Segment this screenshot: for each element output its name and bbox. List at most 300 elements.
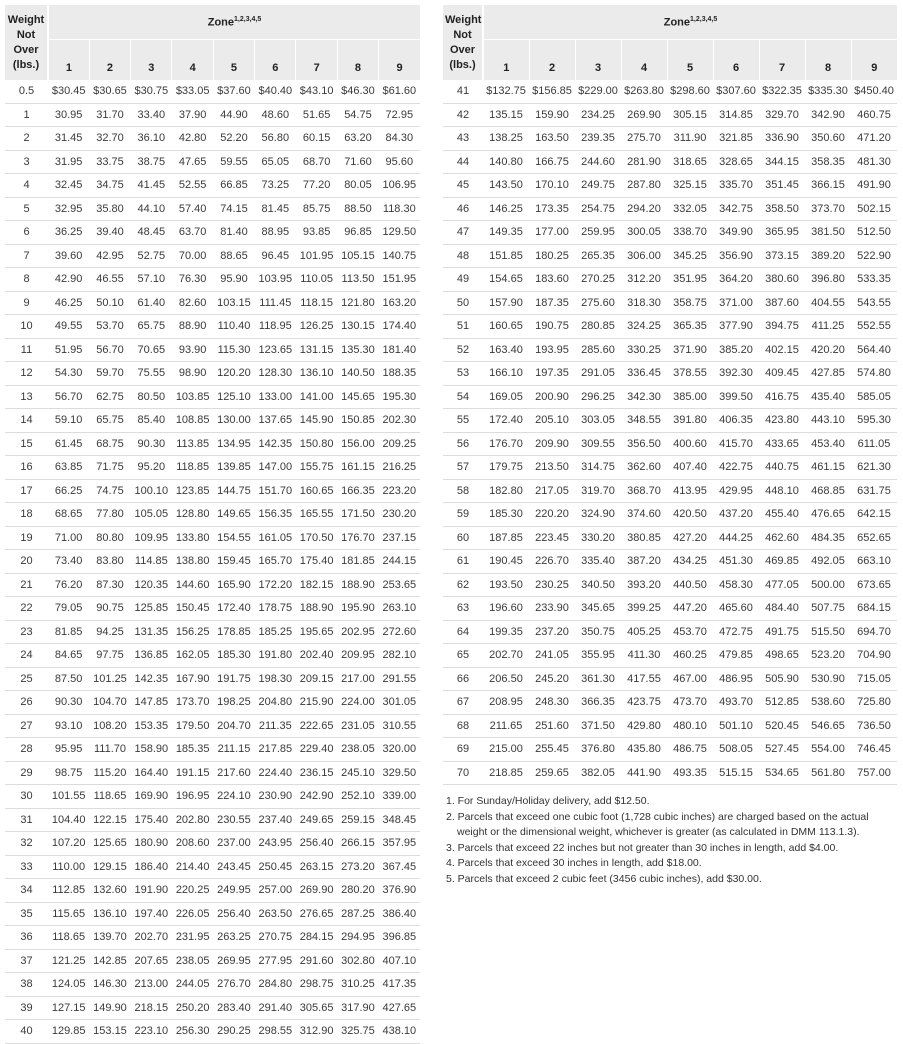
- price-cell: 237.40: [255, 808, 296, 832]
- weight-cell: 46: [443, 197, 483, 221]
- price-cell: 133.80: [172, 526, 213, 550]
- price-cell: 364.20: [713, 268, 759, 292]
- price-cell: 142.35: [255, 432, 296, 456]
- price-cell: 101.25: [89, 667, 130, 691]
- price-cell: 83.80: [89, 550, 130, 574]
- table-row: [5, 1020, 420, 1044]
- price-cell: 151.70: [255, 479, 296, 503]
- price-cell: 176.70: [337, 526, 378, 550]
- price-cell: 216.25: [379, 456, 420, 480]
- price-cell: 156.25: [172, 620, 213, 644]
- price-cell: 185.35: [172, 738, 213, 762]
- price-cell: 236.15: [296, 761, 337, 785]
- price-cell: 172.20: [255, 573, 296, 597]
- price-cell: 87.50: [48, 667, 89, 691]
- price-cell: 324.90: [575, 503, 621, 527]
- price-cell: 74.75: [89, 479, 130, 503]
- weight-cell: 53: [443, 362, 483, 386]
- price-cell: 88.90: [172, 315, 213, 339]
- price-cell: 217.60: [213, 761, 254, 785]
- price-cell: 193.50: [483, 573, 529, 597]
- price-cell: 270.25: [575, 268, 621, 292]
- price-cell: 319.70: [575, 479, 621, 503]
- price-cell: 527.45: [759, 738, 805, 762]
- price-cell: 118.95: [255, 315, 296, 339]
- price-cell: 125.85: [131, 597, 172, 621]
- table-row: [443, 526, 897, 550]
- price-cell: 156.00: [337, 432, 378, 456]
- price-cell: 248.30: [529, 691, 575, 715]
- price-cell: 249.65: [296, 808, 337, 832]
- price-cell: 56.70: [48, 385, 89, 409]
- price-cell: 276.70: [213, 973, 254, 997]
- price-cell: 394.75: [759, 315, 805, 339]
- price-cell: 358.35: [805, 150, 851, 174]
- price-cell: 200.90: [529, 385, 575, 409]
- price-cell: 492.05: [805, 550, 851, 574]
- price-cell: 284.15: [296, 926, 337, 950]
- price-cell: 317.90: [337, 996, 378, 1020]
- table-row: [443, 221, 897, 245]
- price-cell: 90.75: [89, 597, 130, 621]
- price-cell: 140.80: [483, 150, 529, 174]
- price-cell: 374.60: [621, 503, 667, 527]
- price-cell: 63.70: [172, 221, 213, 245]
- price-cell: 231.05: [337, 714, 378, 738]
- price-cell: 166.10: [483, 362, 529, 386]
- price-cell: 135.15: [483, 103, 529, 127]
- table-row: [443, 103, 897, 127]
- price-cell: 180.25: [529, 244, 575, 268]
- price-cell: 211.15: [213, 738, 254, 762]
- price-cell: 88.65: [213, 244, 254, 268]
- price-cell: 377.90: [713, 315, 759, 339]
- weight-cell: 63: [443, 597, 483, 621]
- price-cell: 195.90: [337, 597, 378, 621]
- weight-cell: 3: [5, 150, 48, 174]
- price-cell: 172.40: [213, 597, 254, 621]
- price-cell: 366.15: [805, 174, 851, 198]
- price-cell: 109.95: [131, 526, 172, 550]
- price-cell: 222.65: [296, 714, 337, 738]
- weight-cell: 55: [443, 409, 483, 433]
- table-row: [5, 456, 420, 480]
- price-cell: 32.70: [89, 127, 130, 151]
- price-cell: 170.10: [529, 174, 575, 198]
- table-row: [5, 315, 420, 339]
- table-row: [5, 150, 420, 174]
- price-cell: 42.90: [48, 268, 89, 292]
- price-cell: 595.30: [851, 409, 897, 433]
- price-cell: 50.10: [89, 291, 130, 315]
- price-cell: 574.80: [851, 362, 897, 386]
- price-cell: 213.00: [131, 973, 172, 997]
- price-cell: 409.45: [759, 362, 805, 386]
- price-cell: 30.95: [48, 103, 89, 127]
- zone-column-header: 6: [713, 40, 759, 81]
- price-cell: 151.85: [483, 244, 529, 268]
- price-cell: 202.30: [379, 409, 420, 433]
- price-cell: 71.60: [337, 150, 378, 174]
- price-cell: 725.80: [851, 691, 897, 715]
- table-row: [443, 338, 897, 362]
- price-cell: 57.40: [172, 197, 213, 221]
- price-cell: 31.95: [48, 150, 89, 174]
- price-cell: 217.05: [529, 479, 575, 503]
- weight-cell: 13: [5, 385, 48, 409]
- weight-cell: 35: [5, 902, 48, 926]
- weight-cell: 24: [5, 644, 48, 668]
- price-cell: 407.10: [379, 949, 420, 973]
- price-cell: 177.00: [529, 221, 575, 245]
- price-cell: $156.85: [529, 80, 575, 103]
- table-row: [5, 573, 420, 597]
- table-row: [443, 362, 897, 386]
- price-cell: 468.85: [805, 479, 851, 503]
- price-cell: 371.00: [713, 291, 759, 315]
- price-cell: 153.15: [89, 1020, 130, 1044]
- price-cell: 76.20: [48, 573, 89, 597]
- price-cell: 280.85: [575, 315, 621, 339]
- price-cell: 291.55: [379, 667, 420, 691]
- price-cell: 209.90: [529, 432, 575, 456]
- weight-cell: 31: [5, 808, 48, 832]
- table-row: [5, 526, 420, 550]
- price-cell: 259.95: [575, 221, 621, 245]
- price-cell: 191.75: [213, 667, 254, 691]
- price-cell: 298.75: [296, 973, 337, 997]
- weight-cell: 32: [5, 832, 48, 856]
- price-cell: 46.25: [48, 291, 89, 315]
- price-cell: 324.25: [621, 315, 667, 339]
- price-cell: 453.40: [805, 432, 851, 456]
- price-cell: 387.60: [759, 291, 805, 315]
- zone-column-header: 9: [379, 40, 420, 81]
- table-row: [5, 409, 420, 433]
- price-cell: 237.00: [213, 832, 254, 856]
- price-cell: 396.85: [379, 926, 420, 950]
- weight-cell: 0.5: [5, 80, 48, 103]
- price-cell: 443.10: [805, 409, 851, 433]
- price-cell: 151.95: [379, 268, 420, 292]
- table-row: [443, 550, 897, 574]
- price-cell: 48.60: [255, 103, 296, 127]
- price-cell: 209.95: [337, 644, 378, 668]
- price-cell: 121.25: [48, 949, 89, 973]
- price-cell: 684.15: [851, 597, 897, 621]
- price-cell: 188.35: [379, 362, 420, 386]
- price-cell: 186.40: [131, 855, 172, 879]
- weight-cell: 18: [5, 503, 48, 527]
- price-cell: 66.25: [48, 479, 89, 503]
- price-cell: 501.10: [713, 714, 759, 738]
- price-cell: 438.10: [379, 1020, 420, 1044]
- price-cell: 36.25: [48, 221, 89, 245]
- price-cell: 294.95: [337, 926, 378, 950]
- price-cell: 114.85: [131, 550, 172, 574]
- weight-cell: 1: [5, 103, 48, 127]
- table-row: [443, 268, 897, 292]
- price-cell: 746.45: [851, 738, 897, 762]
- price-cell: 715.05: [851, 667, 897, 691]
- price-cell: 155.75: [296, 456, 337, 480]
- weight-header-line: Not: [453, 28, 472, 41]
- price-cell: 115.30: [213, 338, 254, 362]
- price-cell: 129.50: [379, 221, 420, 245]
- price-cell: 500.00: [805, 573, 851, 597]
- table-row: [5, 80, 420, 103]
- price-cell: 298.55: [255, 1020, 296, 1044]
- price-cell: 115.65: [48, 902, 89, 926]
- weight-cell: 39: [5, 996, 48, 1020]
- price-cell: 65.75: [131, 315, 172, 339]
- price-cell: 113.85: [172, 432, 213, 456]
- table-row: [5, 291, 420, 315]
- table-row: [5, 691, 420, 715]
- price-cell: 125.10: [213, 385, 254, 409]
- price-cell: 110.05: [296, 268, 337, 292]
- price-cell: 85.75: [296, 197, 337, 221]
- price-cell: 66.85: [213, 174, 254, 198]
- price-cell: 405.25: [621, 620, 667, 644]
- price-cell: 139.85: [213, 456, 254, 480]
- price-cell: 130.00: [213, 409, 254, 433]
- table-row: [5, 432, 420, 456]
- weight-cell: 43: [443, 127, 483, 151]
- price-cell: 146.30: [89, 973, 130, 997]
- price-cell: 144.60: [172, 573, 213, 597]
- price-cell: 407.40: [667, 456, 713, 480]
- table-row: [443, 150, 897, 174]
- price-cell: 220.25: [172, 879, 213, 903]
- price-cell: 242.90: [296, 785, 337, 809]
- price-cell: 80.05: [337, 174, 378, 198]
- price-cell: 165.90: [213, 573, 254, 597]
- price-cell: 522.90: [851, 244, 897, 268]
- price-cell: 202.95: [337, 620, 378, 644]
- price-cell: 417.55: [621, 667, 667, 691]
- price-cell: 127.15: [48, 996, 89, 1020]
- price-cell: 420.20: [805, 338, 851, 362]
- weight-cell: 37: [5, 949, 48, 973]
- weight-cell: 40: [5, 1020, 48, 1044]
- price-cell: 52.20: [213, 127, 254, 151]
- price-cell: 123.85: [172, 479, 213, 503]
- price-cell: 72.95: [379, 103, 420, 127]
- footnote: 3. Parcels that exceed 22 inches but not greater than 30 inches in length, add $4.00.: [446, 841, 839, 854]
- price-cell: 473.70: [667, 691, 713, 715]
- table-row: [5, 597, 420, 621]
- zone-number-row: [443, 40, 897, 81]
- price-cell: 417.35: [379, 973, 420, 997]
- price-cell: 161.15: [337, 456, 378, 480]
- price-cell: 77.20: [296, 174, 337, 198]
- price-cell: 376.80: [575, 738, 621, 762]
- price-cell: 41.45: [131, 174, 172, 198]
- price-cell: 329.70: [759, 103, 805, 127]
- price-cell: 34.75: [89, 174, 130, 198]
- price-cell: 128.80: [172, 503, 213, 527]
- price-cell: 469.85: [759, 550, 805, 574]
- zone-column-header: 4: [621, 40, 667, 81]
- table-row: [443, 714, 897, 738]
- price-cell: 84.65: [48, 644, 89, 668]
- price-cell: 87.30: [89, 573, 130, 597]
- price-cell: 382.05: [575, 761, 621, 785]
- price-cell: 355.95: [575, 644, 621, 668]
- price-cell: 451.30: [713, 550, 759, 574]
- price-cell: 244.05: [172, 973, 213, 997]
- weight-cell: 29: [5, 761, 48, 785]
- price-cell: 310.55: [379, 714, 420, 738]
- price-cell: 181.85: [337, 550, 378, 574]
- price-cell: $307.60: [713, 80, 759, 103]
- price-cell: 31.45: [48, 127, 89, 151]
- price-cell: 303.05: [575, 409, 621, 433]
- price-cell: 269.90: [296, 879, 337, 903]
- price-cell: 736.50: [851, 714, 897, 738]
- price-cell: 179.50: [172, 714, 213, 738]
- price-cell: 188.90: [296, 597, 337, 621]
- price-cell: 135.30: [337, 338, 378, 362]
- table-row: [5, 667, 420, 691]
- price-cell: 358.75: [667, 291, 713, 315]
- price-cell: 124.05: [48, 973, 89, 997]
- price-cell: 179.75: [483, 456, 529, 480]
- price-cell: 105.15: [337, 244, 378, 268]
- price-cell: 224.00: [337, 691, 378, 715]
- price-cell: 239.35: [575, 127, 621, 151]
- price-cell: 202.70: [483, 644, 529, 668]
- price-cell: 318.30: [621, 291, 667, 315]
- price-cell: 191.80: [255, 644, 296, 668]
- table-row: [5, 879, 420, 903]
- price-cell: 103.95: [255, 268, 296, 292]
- price-cell: 197.35: [529, 362, 575, 386]
- price-cell: 226.05: [172, 902, 213, 926]
- price-cell: 147.85: [131, 691, 172, 715]
- price-cell: 142.85: [89, 949, 130, 973]
- price-cell: 376.90: [379, 879, 420, 903]
- price-cell: 183.60: [529, 268, 575, 292]
- price-cell: 223.10: [131, 1020, 172, 1044]
- weight-cell: 49: [443, 268, 483, 292]
- weight-header-line: Over: [13, 43, 39, 56]
- weight-column-header: [443, 5, 483, 80]
- price-cell: 356.50: [621, 432, 667, 456]
- footnote: 2. Parcels that exceed one cubic foot (1,728 cubic inches) are charged based on the actual weight or the dimensional weight, whichever is greater (as calculated in DMM 113.1.3).: [446, 810, 869, 838]
- price-cell: 138.25: [483, 127, 529, 151]
- price-cell: 230.90: [255, 785, 296, 809]
- price-cell: $46.30: [337, 80, 378, 103]
- price-cell: 484.40: [759, 597, 805, 621]
- price-cell: 118.85: [172, 456, 213, 480]
- price-cell: 249.75: [575, 174, 621, 198]
- weight-cell: 15: [5, 432, 48, 456]
- price-cell: 373.70: [805, 197, 851, 221]
- price-cell: $298.60: [667, 80, 713, 103]
- zone-column-header: 9: [851, 40, 897, 81]
- price-cell: 245.10: [337, 761, 378, 785]
- weight-cell: 7: [5, 244, 48, 268]
- table-row: [443, 315, 897, 339]
- table-row: [443, 644, 897, 668]
- price-cell: 106.95: [379, 174, 420, 198]
- price-cell: 520.45: [759, 714, 805, 738]
- price-cell: 165.55: [296, 503, 337, 527]
- price-cell: 386.40: [379, 902, 420, 926]
- price-cell: 81.40: [213, 221, 254, 245]
- price-cell: 178.85: [213, 620, 254, 644]
- zone-column-header: 7: [296, 40, 337, 81]
- weight-cell: 22: [5, 597, 48, 621]
- weight-cell: 28: [5, 738, 48, 762]
- weight-cell: 42: [443, 103, 483, 127]
- price-cell: 243.95: [255, 832, 296, 856]
- price-cell: 344.15: [759, 150, 805, 174]
- weight-cell: 21: [5, 573, 48, 597]
- price-cell: 391.80: [667, 409, 713, 433]
- price-cell: 345.65: [575, 597, 621, 621]
- price-cell: 423.80: [759, 409, 805, 433]
- price-cell: 396.80: [805, 268, 851, 292]
- price-cell: 163.50: [529, 127, 575, 151]
- weight-cell: 38: [5, 973, 48, 997]
- price-cell: 281.90: [621, 150, 667, 174]
- weight-cell: 19: [5, 526, 48, 550]
- price-cell: 230.25: [529, 573, 575, 597]
- price-cell: 56.70: [89, 338, 130, 362]
- table-row: [443, 80, 897, 103]
- price-cell: 642.15: [851, 503, 897, 527]
- weight-cell: 60: [443, 526, 483, 550]
- price-cell: 178.75: [255, 597, 296, 621]
- weight-cell: 54: [443, 385, 483, 409]
- price-cell: 105.05: [131, 503, 172, 527]
- price-cell: 399.25: [621, 597, 667, 621]
- price-cell: 42.80: [172, 127, 213, 151]
- price-cell: 270.75: [255, 926, 296, 950]
- price-cell: 287.25: [337, 902, 378, 926]
- zone-column-header: 6: [255, 40, 296, 81]
- price-cell: 98.90: [172, 362, 213, 386]
- price-cell: 160.65: [296, 479, 337, 503]
- table-row: [5, 479, 420, 503]
- price-cell: 197.40: [131, 902, 172, 926]
- price-cell: 213.50: [529, 456, 575, 480]
- price-cell: 202.70: [131, 926, 172, 950]
- price-cell: 215.90: [296, 691, 337, 715]
- price-cell: 427.20: [667, 526, 713, 550]
- price-cell: 448.10: [759, 479, 805, 503]
- price-cell: $30.45: [48, 80, 89, 103]
- price-cell: 362.60: [621, 456, 667, 480]
- price-cell: 275.70: [621, 127, 667, 151]
- price-cell: 191.90: [131, 879, 172, 903]
- price-cell: 65.05: [255, 150, 296, 174]
- price-cell: 171.50: [337, 503, 378, 527]
- price-cell: 238.05: [172, 949, 213, 973]
- weight-cell: 23: [5, 620, 48, 644]
- header-row: [443, 5, 897, 40]
- price-cell: 202.80: [172, 808, 213, 832]
- price-cell: 63.85: [48, 456, 89, 480]
- table-row: [5, 103, 420, 127]
- price-cell: 104.70: [89, 691, 130, 715]
- price-cell: 296.25: [575, 385, 621, 409]
- price-cell: 336.45: [621, 362, 667, 386]
- price-cell: 73.40: [48, 550, 89, 574]
